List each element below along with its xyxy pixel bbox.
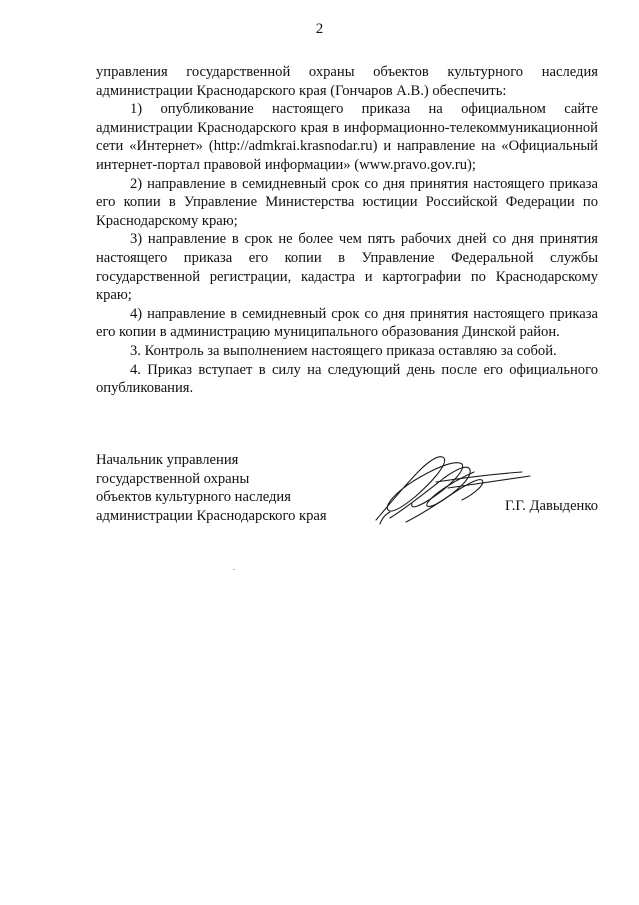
paragraph-item-4: 4) направление в семидневный срок со дня принятия настоящего приказа его копии в администрацию муниципального образования Динской район. — [96, 305, 598, 341]
page-number: 2 — [315, 21, 324, 37]
signature-stroke — [448, 476, 530, 488]
scan-artifact — [233, 569, 235, 570]
signature-stroke — [390, 467, 474, 518]
signature-stroke — [436, 472, 522, 482]
signature-stroke — [376, 457, 463, 520]
signatory-title-line: Начальник управления — [96, 452, 239, 468]
signatory-title-line: государственной охраны — [96, 470, 250, 487]
paragraph-item-1: 1) опубликование настоящего приказа на официальном сайте администрации Краснодарского края в информационно-телекоммуникационной сети «Интернет» (http://admkrai.krasnodar.ru) и направление на «Официальный интернет-портал правовой информации» (www.pravo.gov.ru); — [96, 101, 598, 173]
signatory-name: Г.Г. Давыденко — [504, 498, 598, 514]
paragraph-clause-3: 3. Контроль за выполнением настоящего приказа оставляю за собой. — [130, 342, 557, 359]
document-body — [96, 63, 598, 398]
signatory-title-line: администрации Краснодарского края — [96, 507, 327, 524]
paragraph-item-2: 2) направление в семидневный срок со дня принятия настоящего приказа его копии в Управление Министерства юстиции Российской Федерации по Краснодарскому краю; — [96, 175, 598, 229]
handwritten-signature — [370, 448, 540, 528]
paragraph-intro: управления государственной охраны объектов культурного наследия администрации Краснодарского края (Гончаров А.В.) обеспечить: — [96, 64, 598, 99]
signatory-title-line: объектов культурного наследия — [96, 489, 291, 506]
paragraph-clause-4: 4. Приказ вступает в силу на следующий день после его официального опубликования. — [96, 361, 598, 397]
signature-stroke — [406, 480, 483, 522]
paragraph-item-3: 3) направление в срок не более чем пять рабочих дней со дня принятия настоящего приказа его копии в Управление Федеральной службы государственной регистрации, кадастра и картографии по Краснодарскому краю; — [96, 231, 598, 304]
